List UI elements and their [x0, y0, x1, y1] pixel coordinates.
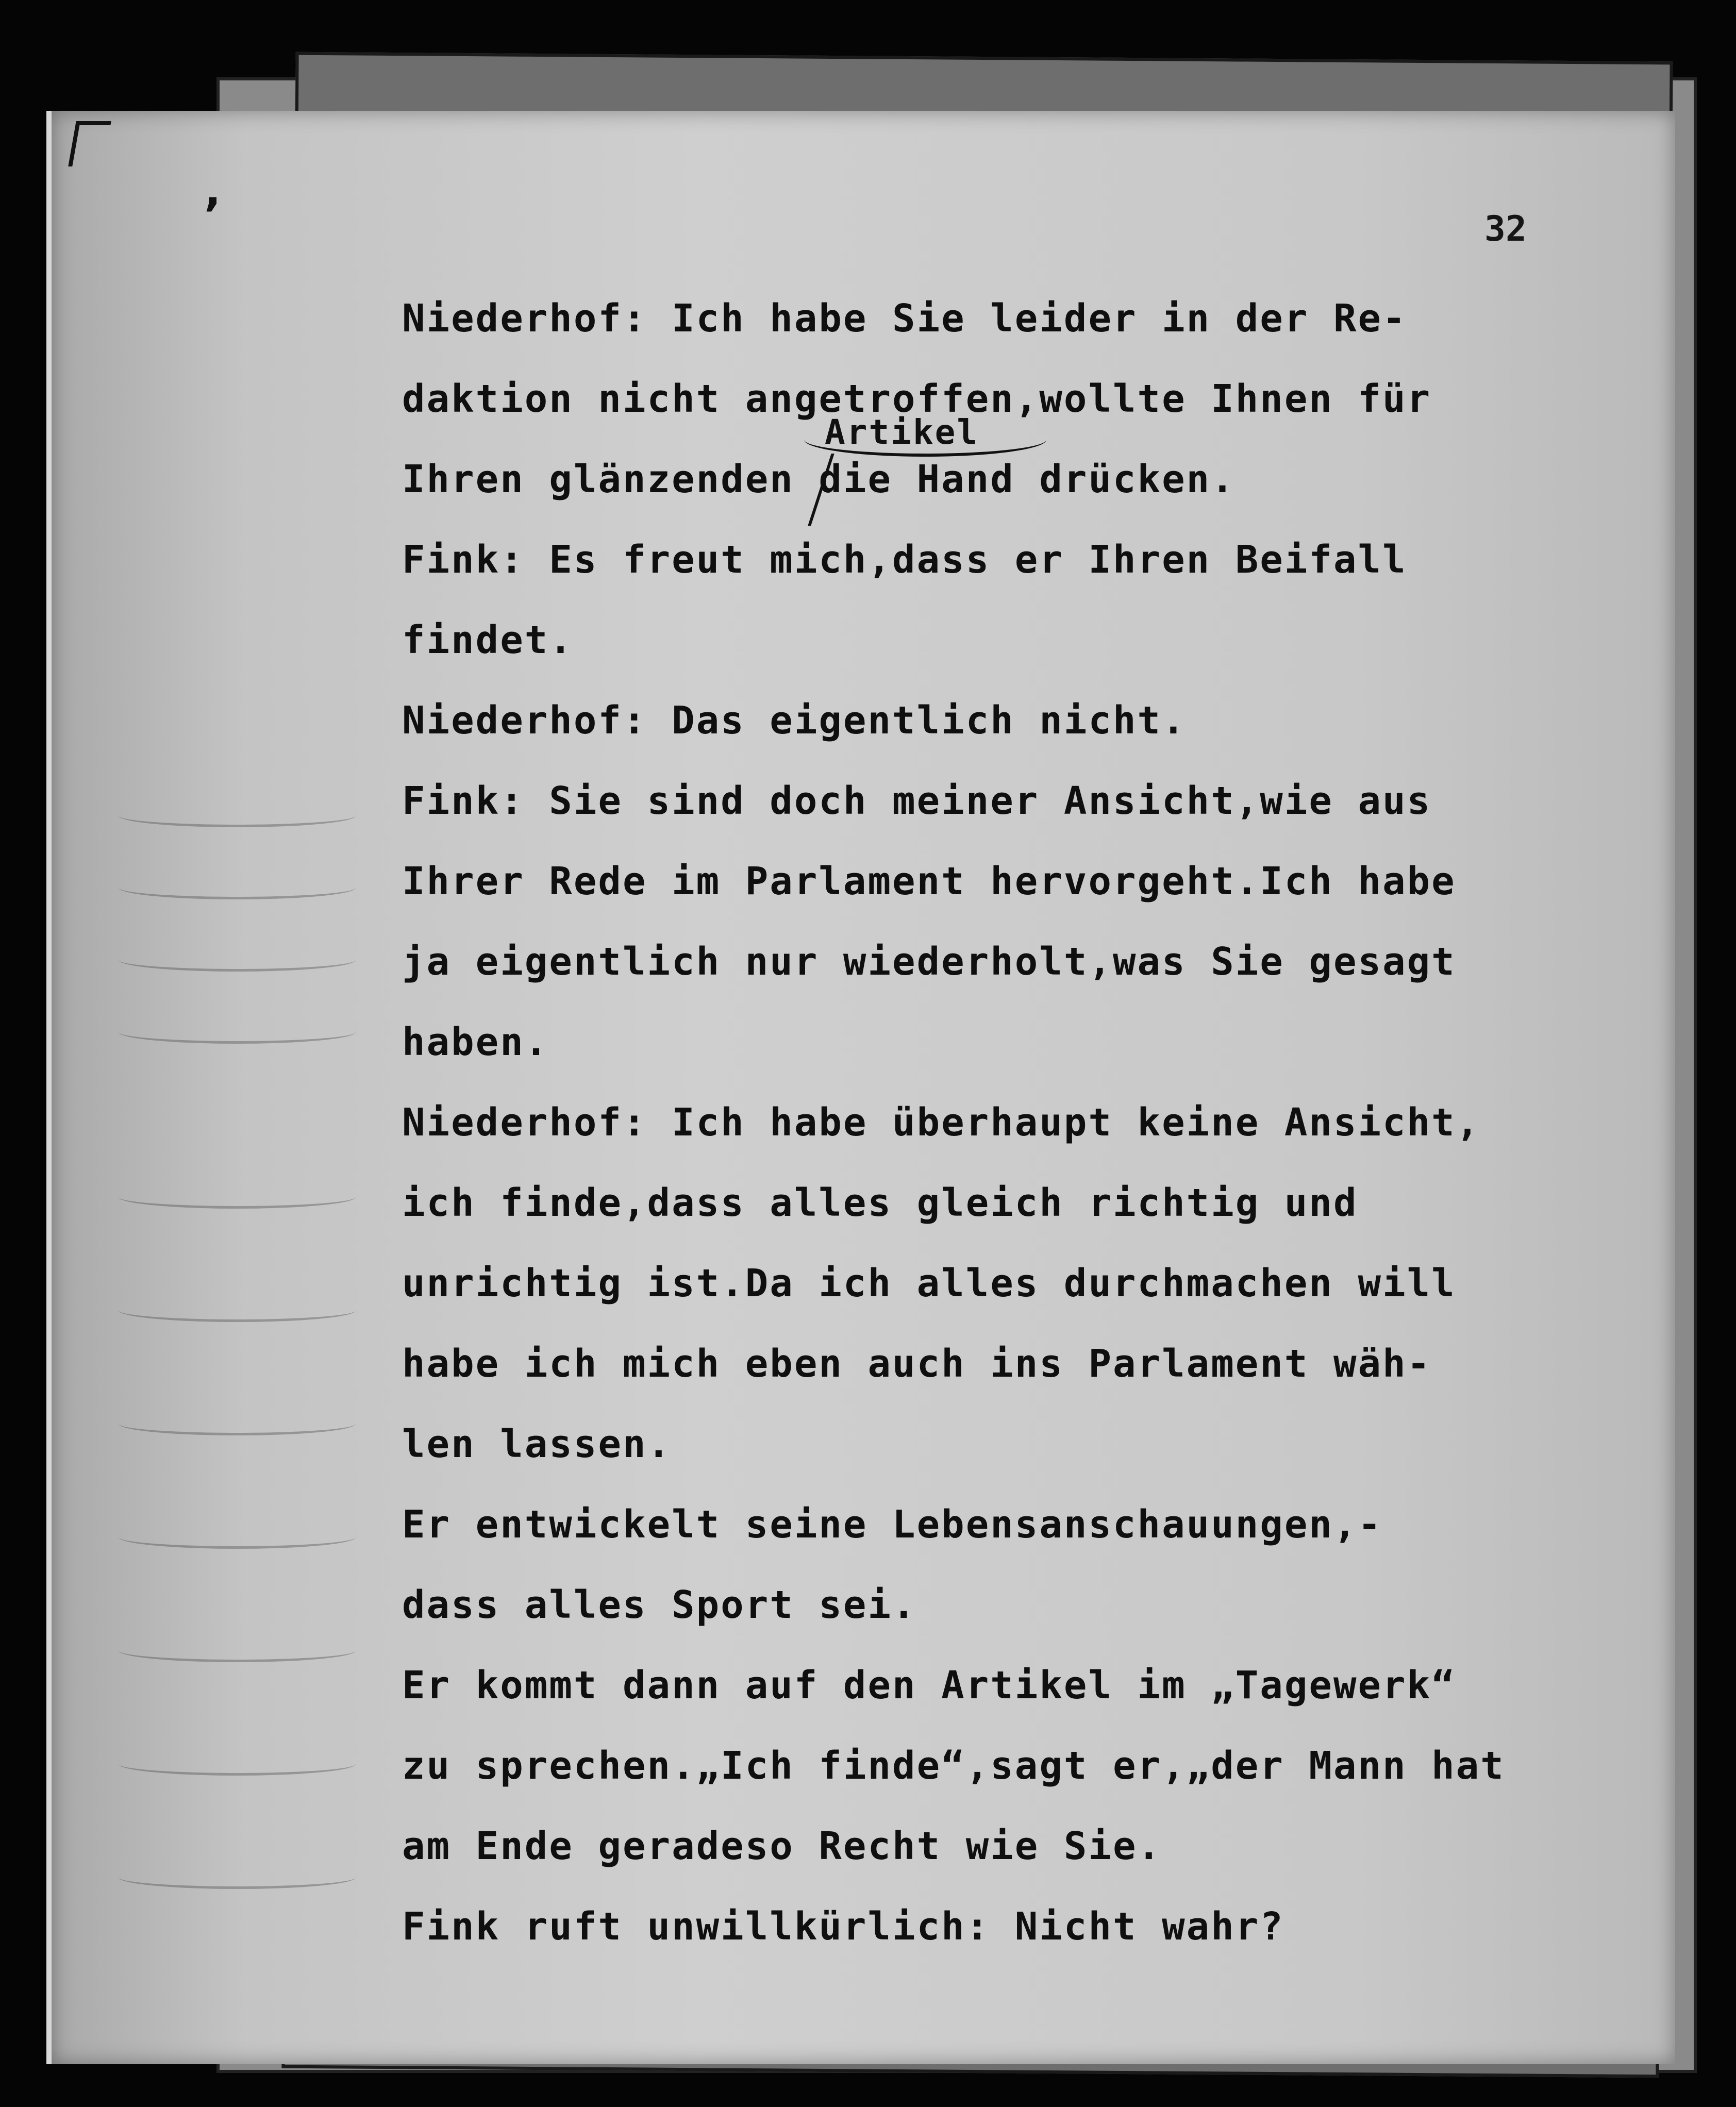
text-line: Ihrer Rede im Parlament hervorgeht.Ich habe: [402, 859, 1456, 904]
text-line: Ihren glänzenden die Hand drücken.: [402, 457, 1236, 501]
text-line: am Ende geradeso Recht wie Sie.: [402, 1824, 1162, 1868]
handwritten-insertion: Artikel: [825, 412, 979, 452]
margin-handwriting: [119, 1021, 356, 1044]
text-line: findet.: [402, 618, 574, 662]
text-line: Fink: Es freut mich,dass er Ihren Beifall: [402, 538, 1407, 582]
text-line: dass alles Sport sei.: [402, 1583, 917, 1627]
text-line: Fink: Sie sind doch meiner Ansicht,wie aus: [402, 779, 1432, 823]
typed-body: [402, 278, 1557, 1967]
margin-handwriting: [119, 804, 356, 827]
margin-handwriting: [119, 948, 356, 972]
text-line: len lassen.: [402, 1422, 672, 1466]
text-line: Niederhof: Ich habe Sie leider in der Re-: [402, 296, 1407, 341]
margin-handwriting: [119, 1866, 356, 1889]
margin-handwriting: [119, 1412, 356, 1435]
text-line: Niederhof: Ich habe überhaupt keine Ansicht,: [402, 1100, 1481, 1145]
text-line: Fink ruft unwillkürlich: Nicht wahr?: [402, 1904, 1284, 1949]
text-line: haben.: [402, 1020, 549, 1064]
page-number: 32: [1484, 209, 1527, 249]
text-line: daktion nicht angetroffen,wollte Ihnen für: [402, 377, 1432, 421]
text-line: zu sprechen.„Ich finde“,sagt er,„der Mann hat: [402, 1744, 1505, 1788]
margin-handwriting: [119, 1639, 356, 1662]
text-line: ja eigentlich nur wiederholt,was Sie gesagt: [402, 940, 1456, 984]
text-line: Er kommt dann auf den Artikel im „Tagewerk“: [402, 1663, 1456, 1708]
margin-handwriting: [119, 1299, 356, 1322]
margin-handwriting: [119, 876, 356, 899]
text-line: Er entwickelt seine Lebensanschauungen,-: [402, 1502, 1383, 1547]
text-line: habe ich mich eben auch ins Parlament wäh-: [402, 1342, 1432, 1386]
text-line: ich finde,dass alles gleich richtig und: [402, 1181, 1358, 1225]
margin-handwriting: [119, 1752, 356, 1776]
text-line: Niederhof: Das eigentlich nicht.: [402, 698, 1187, 743]
margin-handwriting: [119, 1185, 356, 1209]
margin-handwriting: [119, 1526, 356, 1549]
margin-tick-icon: ’: [204, 188, 222, 242]
text-line: unrichtig ist.Da ich alles durchmachen will: [402, 1261, 1456, 1306]
